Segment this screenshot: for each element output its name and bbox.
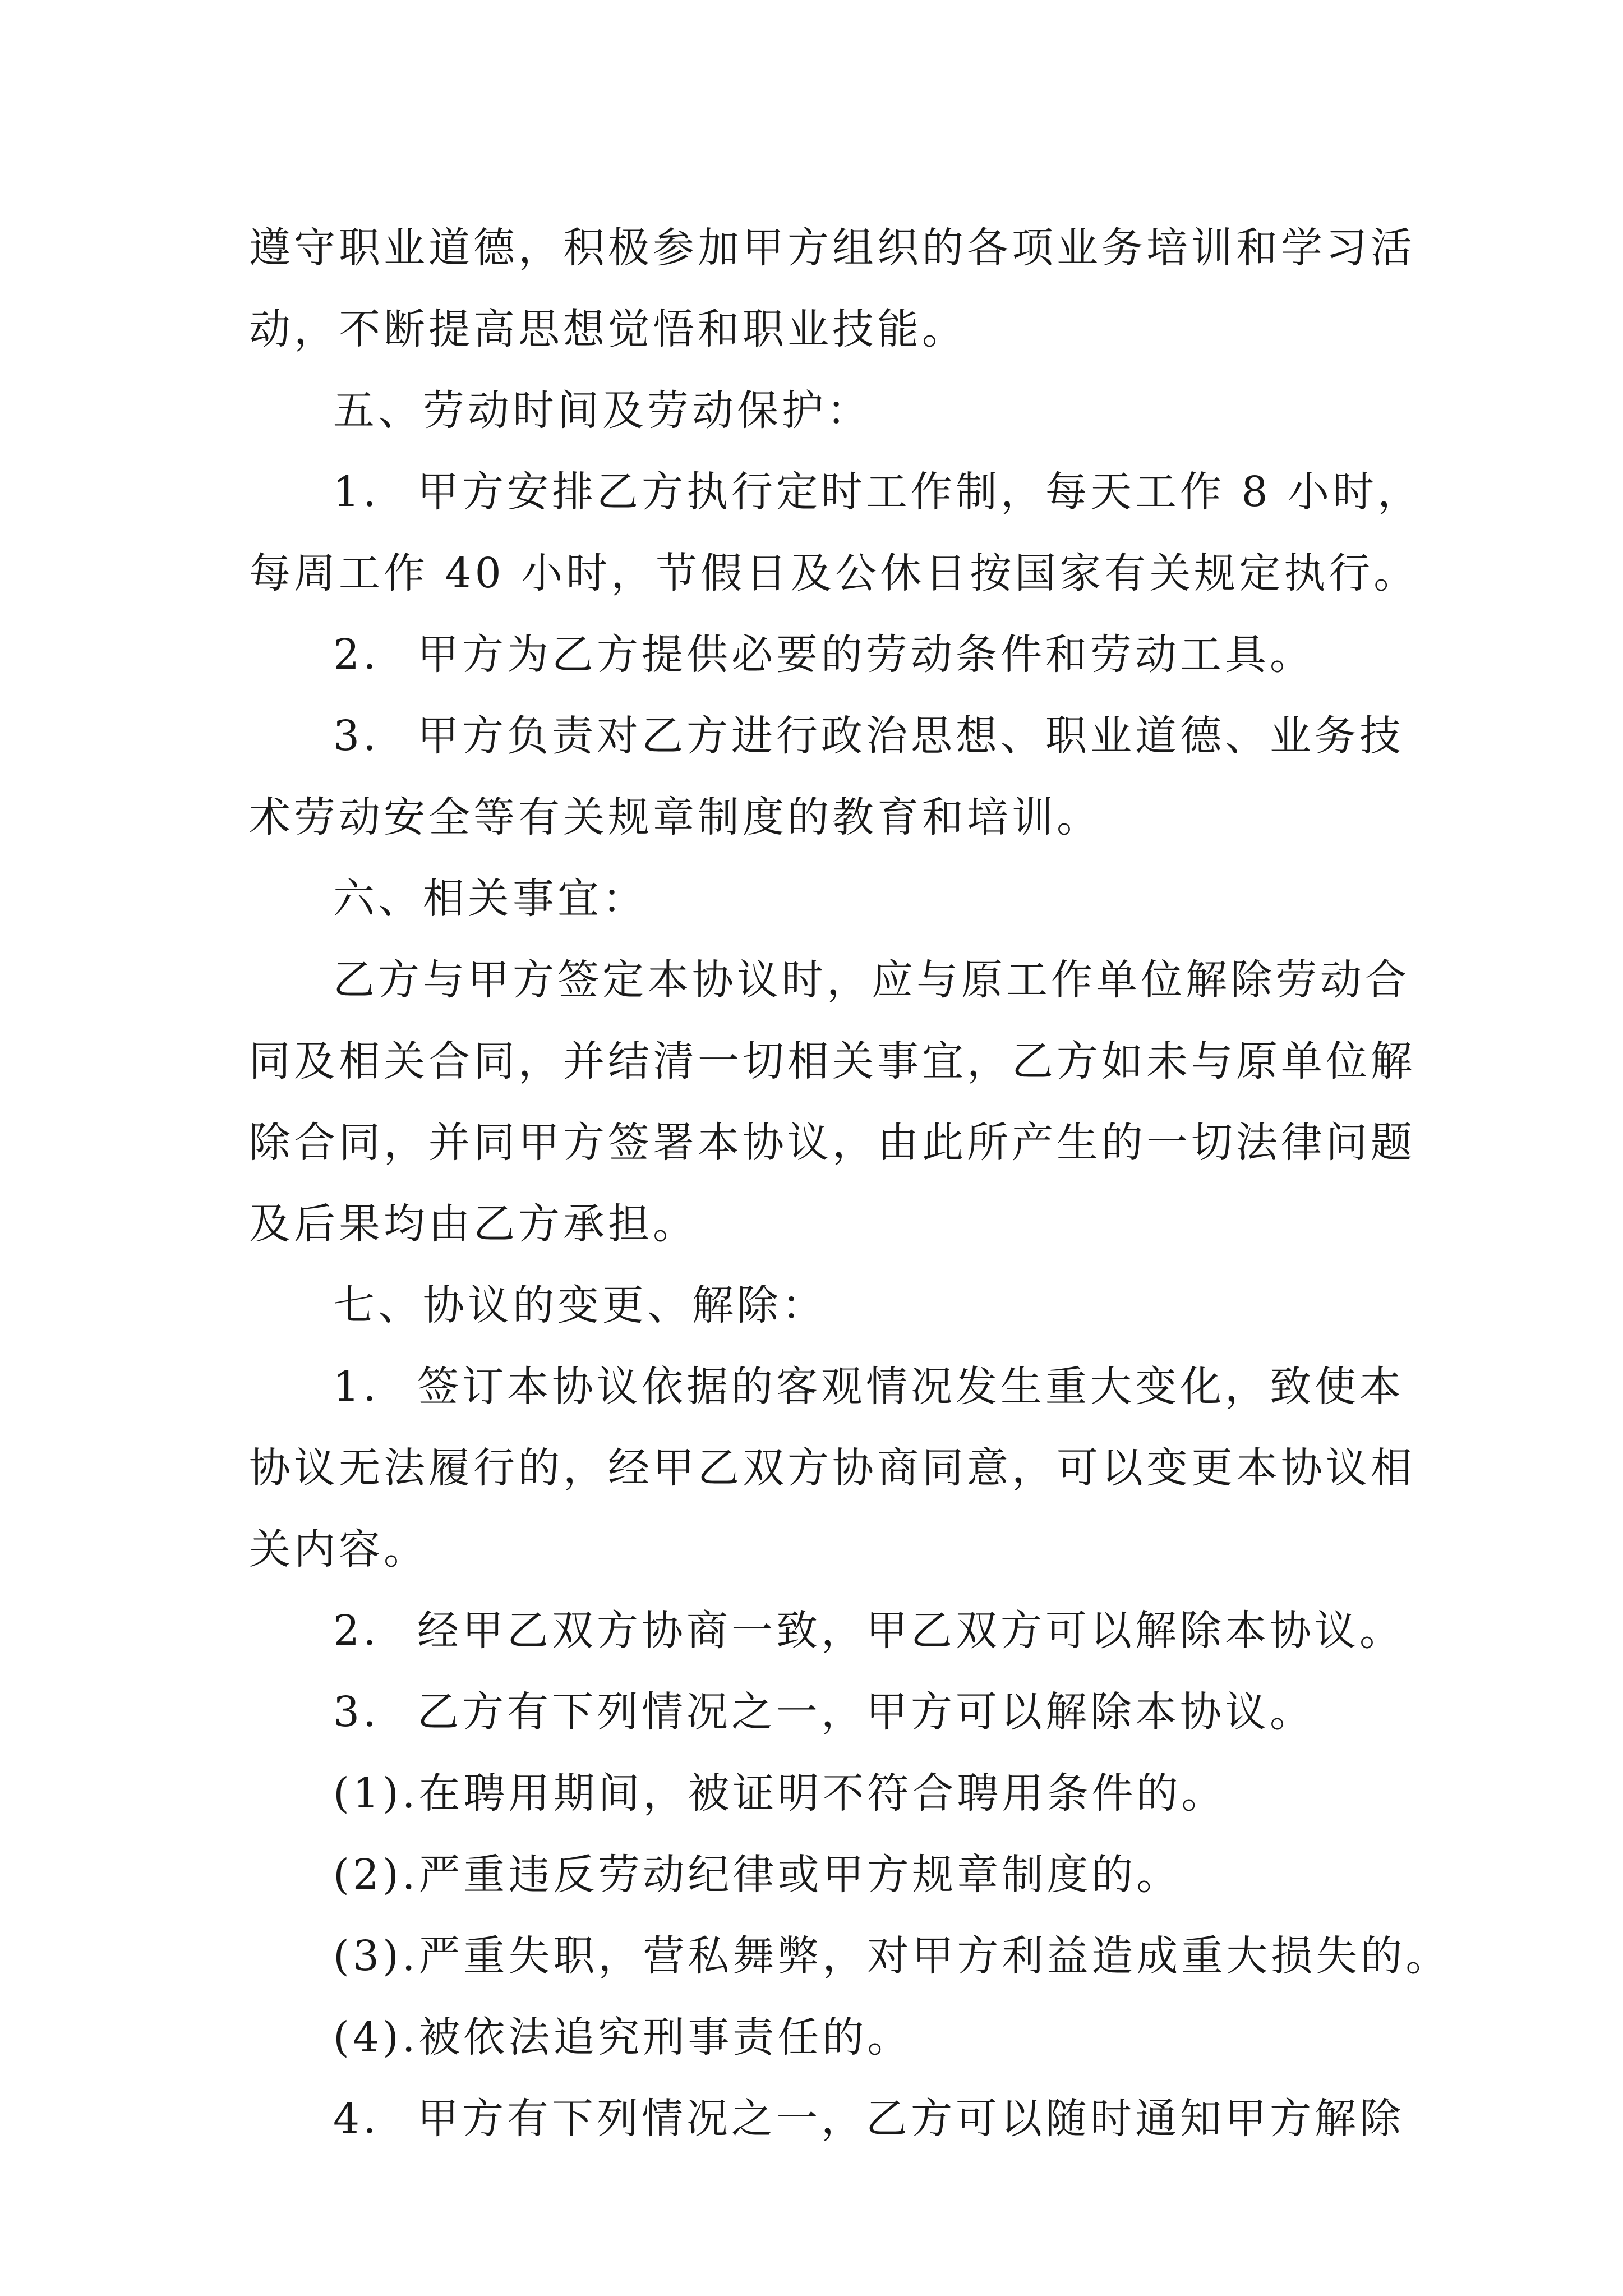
line-text: 动，不断提高思想觉悟和职业技能。 bbox=[249, 305, 967, 353]
line-text: 除合同，并同甲方签署本协议，由此所产生的一切法律问题 bbox=[249, 1119, 1415, 1167]
line-text: 协议无法履行的，经甲乙双方协商同意，可以变更本协议相 bbox=[249, 1444, 1415, 1492]
item-number: 2. bbox=[333, 631, 380, 679]
paragraph-line bbox=[249, 1184, 1387, 1265]
paragraph-line bbox=[249, 289, 1387, 370]
numbered-item bbox=[249, 2078, 1404, 2160]
section-heading bbox=[249, 858, 1387, 940]
item-number: 2. bbox=[333, 1607, 380, 1655]
paragraph-line bbox=[249, 208, 1415, 289]
numbered-item bbox=[249, 614, 1387, 696]
paragraph-line bbox=[249, 940, 1410, 1021]
heading-text: 七、协议的变更、解除： bbox=[333, 1281, 827, 1329]
document-body bbox=[249, 208, 1451, 2160]
sub-item bbox=[249, 1997, 1387, 2078]
item-text: 甲方有下列情况之一，乙方可以随时通知甲方解除 bbox=[417, 2095, 1404, 2143]
item-text: 签订本协议依据的客观情况发生重大变化，致使本 bbox=[417, 1363, 1404, 1411]
paragraph-line bbox=[249, 533, 1419, 614]
paragraph-line bbox=[249, 1102, 1415, 1184]
heading-text: 六、相关事宜： bbox=[333, 875, 647, 923]
numbered-item bbox=[249, 696, 1404, 777]
line-text: 同及相关合同，并结清一切相关事宜，乙方如未与原单位解 bbox=[249, 1037, 1415, 1085]
item-number: 3. bbox=[333, 712, 380, 760]
line-text: 关内容。 bbox=[249, 1525, 428, 1573]
item-text: 经甲乙双方协商一致，甲乙双方可以解除本协议。 bbox=[417, 1607, 1404, 1655]
item-text: 甲方为乙方提供必要的劳动条件和劳动工具。 bbox=[417, 631, 1315, 679]
item-number: 1. bbox=[333, 468, 380, 516]
numbered-item bbox=[249, 452, 1423, 533]
sub-item bbox=[249, 1916, 1451, 1997]
heading-text: 五、劳动时间及劳动保护： bbox=[333, 386, 872, 435]
section-heading bbox=[249, 370, 1387, 452]
sub-item-text: (3).严重失职，营私舞弊，对甲方利益造成重大损失的。 bbox=[333, 1932, 1451, 1980]
item-text: 甲方负责对乙方进行政治思想、职业道德、业务技 bbox=[417, 712, 1404, 760]
item-text: 甲方安排乙方执行定时工作制，每天工作 8 小时， bbox=[417, 468, 1423, 516]
paragraph-line bbox=[249, 1509, 1387, 1590]
sub-item-text: (2).严重违反劳动纪律或甲方规章制度的。 bbox=[333, 1851, 1182, 1899]
line-text: 遵守职业道德，积极参加甲方组织的各项业务培训和学习活 bbox=[249, 224, 1415, 272]
paragraph-line bbox=[249, 1428, 1415, 1509]
numbered-item bbox=[249, 1672, 1387, 1753]
line-text: 每周工作 40 小时，节假日及公休日按国家有关规定执行。 bbox=[249, 549, 1419, 597]
paragraph-line bbox=[249, 777, 1387, 858]
line-text: 术劳动安全等有关规章制度的教育和培训。 bbox=[249, 793, 1101, 841]
sub-item-text: (4).被依法追究刑事责任的。 bbox=[333, 2013, 912, 2062]
sub-item-text: (1).在聘用期间，被证明不符合聘用条件的。 bbox=[333, 1769, 1227, 1818]
item-number: 1. bbox=[333, 1363, 380, 1411]
line-text: 及后果均由乙方承担。 bbox=[249, 1200, 698, 1248]
numbered-item bbox=[249, 1346, 1404, 1428]
section-heading bbox=[249, 1265, 1387, 1346]
sub-item bbox=[249, 1753, 1387, 1834]
line-text: 乙方与甲方签定本协议时，应与原工作单位解除劳动合 bbox=[333, 956, 1410, 1004]
item-number: 4. bbox=[333, 2095, 380, 2143]
paragraph-line bbox=[249, 1021, 1415, 1102]
sub-item bbox=[249, 1834, 1387, 1916]
item-number: 3. bbox=[333, 1688, 380, 1736]
item-text: 乙方有下列情况之一，甲方可以解除本协议。 bbox=[417, 1688, 1315, 1736]
numbered-item bbox=[249, 1590, 1404, 1672]
